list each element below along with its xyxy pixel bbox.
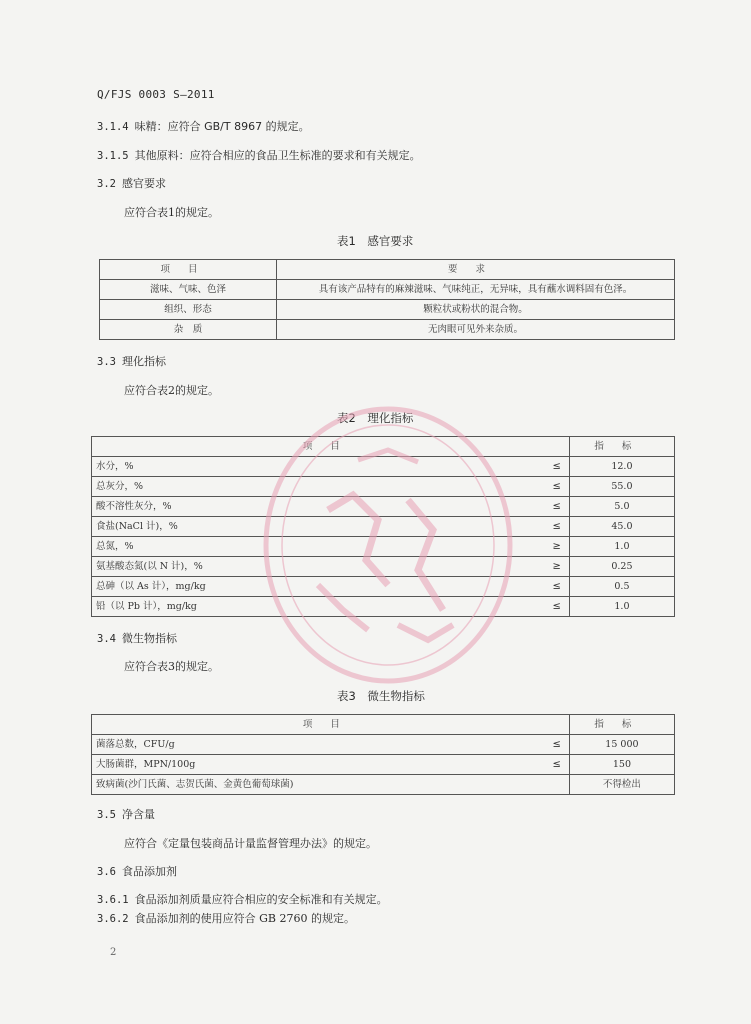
table3-caption: 表3 微生物指标 [337,689,425,703]
clause-3-4-text: 应符合表3的规定。 [124,660,219,673]
clause-3-1-4 [97,120,310,134]
clause-text: 味精：应符合 GB/T 8967 的规定。 [134,120,310,133]
table-cell: 总氮，% [92,537,498,557]
table-cell: ≤ [498,597,570,617]
clause-3-6-1 [97,893,388,907]
table-cell: 酸不溶性灰分，% [92,497,498,517]
table-cell: 1.0 [569,597,674,617]
table-cell: 总砷（以 As 计），mg/kg [92,577,498,597]
table2 [91,436,675,617]
table3-header-row [92,715,675,735]
page-number: 2 [110,947,117,958]
table-row [92,597,675,617]
table-cell: ≤ [498,497,570,517]
clause-3-1-5 [97,149,421,163]
table-cell: 1.0 [569,537,674,557]
table-cell: ≤ [498,477,570,497]
table-cell: 菌落总数，CFU/g [92,735,526,755]
clause-title: 感官要求 [121,177,166,190]
table-cell: 总灰分，% [92,477,498,497]
clause-number: 3.2 [97,178,116,190]
clause-3-6-heading [97,865,177,879]
table-cell: ≥ [498,537,570,557]
table3 [91,714,675,795]
table-cell: 12.0 [569,457,674,477]
clause-title: 理化指标 [121,355,166,368]
table-cell: 150 [569,755,674,775]
table2-header-row [92,437,675,457]
table-cell: 0.5 [569,577,674,597]
table-cell: 不得检出 [569,775,674,795]
table-row [100,280,675,300]
table-cell: 0.25 [569,557,674,577]
table-cell: ≥ [498,557,570,577]
table2-header-item: 项目 [92,437,570,457]
table-row [92,755,675,775]
table-cell: 15 000 [569,735,674,755]
clause-3-2-heading [97,177,166,191]
table-cell: 食盐(NaCl 计)，% [92,517,498,537]
table-row [92,517,675,537]
table-row [92,457,675,477]
table-cell: ≤ [525,755,569,775]
table-cell: 致病菌(沙门氏菌、志贺氏菌、金黄色葡萄球菌) [92,775,526,795]
clause-text: 食品添加剂质量应符合相应的安全标准和有关规定。 [134,893,388,906]
clause-number: 3.1.5 [97,150,129,162]
table3-header-value: 指标 [569,715,674,735]
table-row [92,537,675,557]
table1-header-row [100,260,675,280]
table-cell: 颗粒状或粉状的混合物。 [277,300,675,320]
table-row [92,477,675,497]
clause-title: 净含量 [121,808,155,821]
table-cell: 水分，% [92,457,498,477]
clause-3-2-text: 应符合表1的规定。 [124,206,219,219]
table-cell: 杂 质 [100,320,277,340]
table-row [92,735,675,755]
table-row [92,497,675,517]
table3-header-item: 项目 [92,715,570,735]
table-cell: 具有该产品特有的麻辣滋味、气味纯正，无异味，具有蘸水调料固有色泽。 [277,280,675,300]
clause-number: 3.6 [97,866,116,878]
standard-code: Q/FJS 0003 S—2011 [97,88,215,101]
table-cell: 45.0 [569,517,674,537]
table1-header-requirement: 要求 [277,260,675,280]
clause-3-3-text: 应符合表2的规定。 [124,384,219,397]
clause-3-3-heading [97,355,166,369]
table-row [92,775,675,795]
clause-3-5-text: 应符合《定量包装商品计量监督管理办法》的规定。 [124,837,377,850]
table-cell: 大肠菌群，MPN/100g [92,755,526,775]
table-row [92,577,675,597]
clause-number: 3.5 [97,809,116,821]
table-cell: ≤ [498,577,570,597]
clause-3-4-heading [97,632,177,646]
clause-number: 3.6.2 [97,913,129,925]
table-cell [525,775,569,795]
table1-header-item: 项目 [100,260,277,280]
table2-header-value: 指标 [569,437,674,457]
table-row [100,320,675,340]
table-cell: 滋味、气味、色泽 [100,280,277,300]
table-row [100,300,675,320]
clause-number: 3.3 [97,356,116,368]
clause-text: 食品添加剂的使用应符合 GB 2760 的规定。 [134,912,355,925]
table-cell: 铅（以 Pb 计），mg/kg [92,597,498,617]
table-cell: 无肉眼可见外来杂质。 [277,320,675,340]
clause-number: 3.4 [97,633,116,645]
clause-3-5-heading [97,808,155,822]
table-cell: 55.0 [569,477,674,497]
clause-3-6-2 [97,912,355,926]
clause-number: 3.6.1 [97,894,129,906]
table-cell: 5.0 [569,497,674,517]
clause-title: 微生物指标 [121,632,177,645]
clause-text: 其他原料：应符合相应的食品卫生标准的要求和有关规定。 [134,149,421,162]
table-cell: ≤ [498,517,570,537]
table-cell: ≤ [498,457,570,477]
table-row [92,557,675,577]
table1-caption: 表1 感官要求 [337,234,414,248]
clause-title: 食品添加剂 [121,865,177,878]
table-cell: ≤ [525,735,569,755]
table1 [99,259,675,340]
clause-number: 3.1.4 [97,121,129,133]
table2-caption: 表2 理化指标 [337,411,414,425]
table-cell: 组织、形态 [100,300,277,320]
table-cell: 氨基酸态氮(以 N 计)，% [92,557,498,577]
